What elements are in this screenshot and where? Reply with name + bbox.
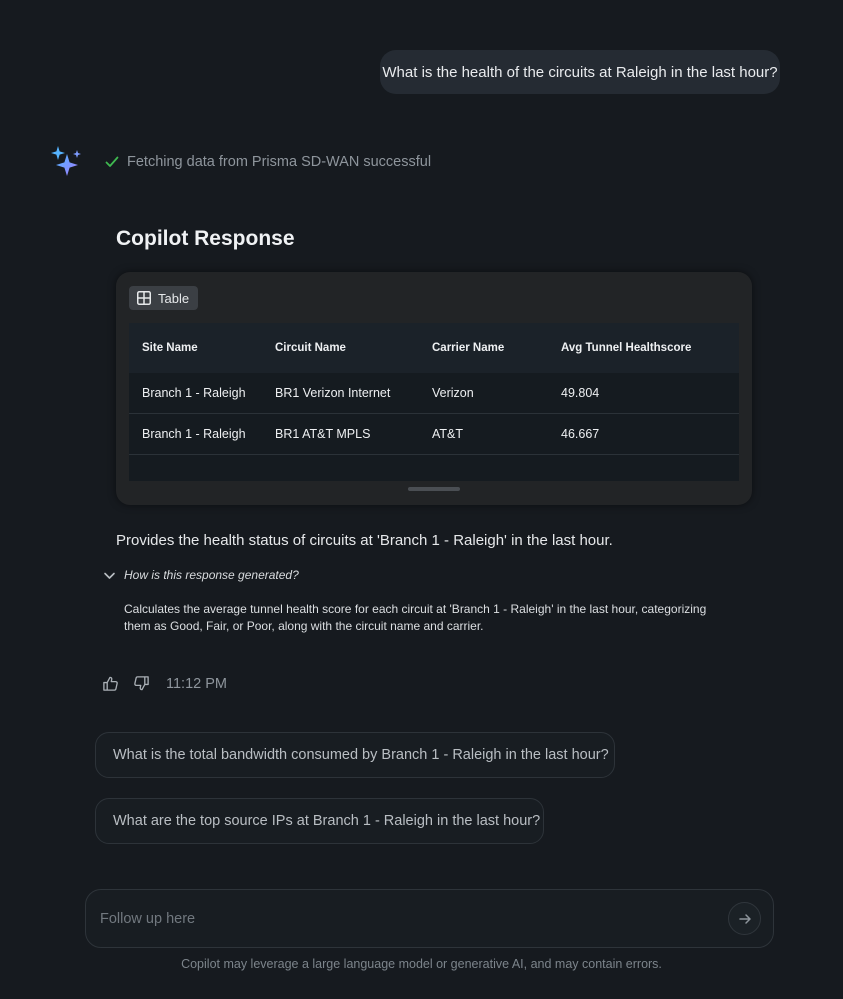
cell-site-name: Branch 1 - Raleigh bbox=[142, 427, 246, 441]
sparkle-icon bbox=[50, 144, 84, 178]
header-circuit-name[interactable]: Circuit Name bbox=[275, 342, 346, 354]
table-tab[interactable] bbox=[129, 286, 198, 310]
header-carrier-name[interactable]: Carrier Name bbox=[432, 342, 505, 354]
cell-site-name: Branch 1 - Raleigh bbox=[142, 386, 246, 400]
table-tab-label: Table bbox=[158, 290, 190, 306]
cell-carrier-name: Verizon bbox=[432, 386, 474, 400]
explanation-text: Calculates the average tunnel health score for each circuit at 'Branch 1 - Raleigh' in the last hour, categorizing them as Good, Fair, or Poor, along with the circuit name and carrier. bbox=[124, 602, 707, 633]
suggestion-text: What is the total bandwidth consumed by Branch 1 - Raleigh in the last hour? bbox=[113, 747, 609, 763]
fetch-status bbox=[104, 154, 431, 170]
fetch-status-text: Fetching data from Prisma SD-WAN successful bbox=[127, 154, 432, 170]
response-title: Copilot Response bbox=[116, 227, 295, 250]
response-timestamp: 11:12 PM bbox=[166, 675, 227, 692]
explanation-toggle-label: How is this response generated? bbox=[124, 568, 299, 582]
cell-carrier-name: AT&T bbox=[432, 427, 464, 441]
feedback-row bbox=[102, 675, 227, 692]
table-row bbox=[129, 373, 739, 414]
chevron-down-icon bbox=[103, 569, 116, 582]
data-table bbox=[129, 323, 739, 481]
send-button[interactable] bbox=[728, 902, 761, 935]
user-message-bubble bbox=[380, 50, 780, 94]
response-summary: Provides the health status of circuits at 'Branch 1 - Raleigh' in the last hour. bbox=[116, 532, 613, 549]
follow-up-input[interactable] bbox=[100, 890, 720, 947]
suggestion-text: What are the top source IPs at Branch 1 - Raleigh in the last hour? bbox=[113, 813, 541, 829]
cell-circuit-name: BR1 Verizon Internet bbox=[275, 386, 391, 400]
table-row bbox=[129, 414, 739, 455]
cell-healthscore: 46.667 bbox=[561, 427, 600, 441]
horizontal-scrollbar[interactable] bbox=[408, 487, 460, 491]
suggestion-chip[interactable] bbox=[95, 798, 544, 844]
thumbs-down-icon[interactable] bbox=[133, 675, 150, 692]
ai-disclaimer: Copilot may leverage a large language model or generative AI, and may contain errors. bbox=[181, 957, 662, 971]
response-table-card bbox=[116, 272, 752, 505]
follow-up-composer bbox=[85, 889, 774, 948]
thumbs-up-icon[interactable] bbox=[102, 675, 119, 692]
table-grid-icon bbox=[137, 291, 151, 305]
header-site-name[interactable]: Site Name bbox=[142, 342, 198, 354]
cell-circuit-name: BR1 AT&T MPLS bbox=[275, 427, 371, 441]
cell-healthscore: 49.804 bbox=[561, 386, 600, 400]
header-avg-healthscore[interactable]: Avg Tunnel Healthscore bbox=[561, 342, 692, 354]
explanation-toggle[interactable] bbox=[103, 568, 299, 582]
arrow-right-icon bbox=[738, 912, 752, 926]
suggestion-chip[interactable] bbox=[95, 732, 615, 778]
check-icon bbox=[104, 154, 120, 170]
table-header-row bbox=[129, 323, 739, 373]
user-message-text: What is the health of the circuits at Raleigh in the last hour? bbox=[382, 63, 778, 81]
